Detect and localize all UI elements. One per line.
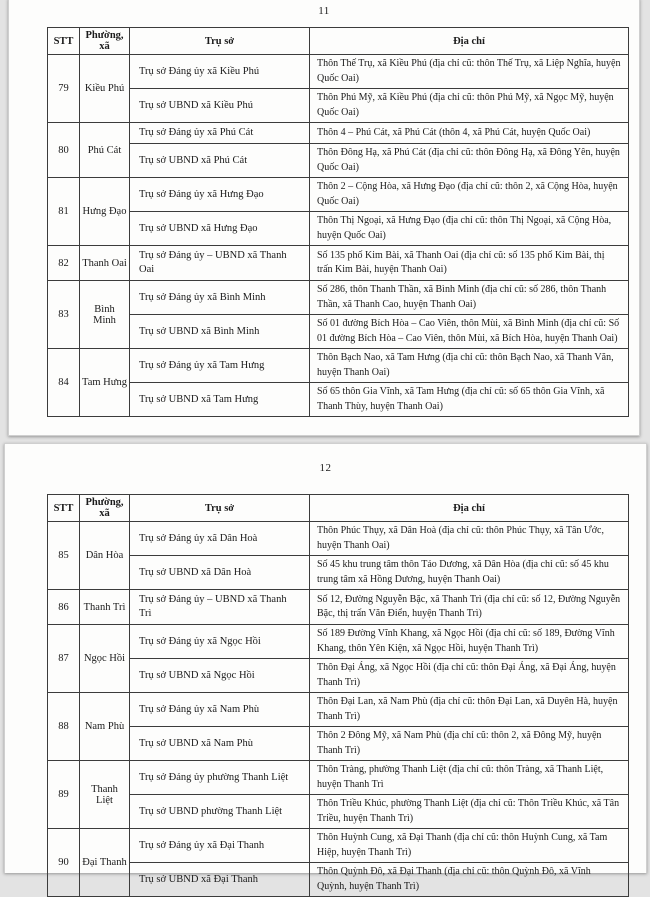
stt-cell: 80	[48, 123, 80, 178]
table-header-row	[48, 495, 629, 522]
table-row	[48, 727, 629, 761]
office-cell: Trụ sở UBND xã Phú Cát	[130, 144, 310, 178]
column-header-2: Trụ sở	[130, 28, 310, 55]
table-row	[48, 590, 629, 625]
address-cell: Số 286, thôn Thanh Thần, xã Bình Minh (địa chỉ cũ: số 286, thôn Thanh Thần, xã Thanh Cao, huyện Thanh Oai)	[310, 281, 629, 315]
address-cell: Thôn 4 – Phú Cát, xã Phú Cát (thôn 4, xã Phú Cát, huyện Quốc Oai)	[310, 123, 629, 144]
stt-cell: 81	[48, 178, 80, 246]
address-cell: Số 135 phố Kim Bài, xã Thanh Oai (địa chỉ cũ: số 135 phố Kim Bài, thị trấn Kim Bài, huyện Thanh Oai)	[310, 246, 629, 281]
address-cell: Thôn Bạch Nao, xã Tam Hưng (địa chỉ cũ: thôn Bạch Nao, xã Thanh Văn, huyện Thanh Oai)	[310, 349, 629, 383]
office-cell: Trụ sở Đảng ủy xã Kiều Phú	[130, 55, 310, 89]
address-cell: Số 189 Đường Vĩnh Khang, xã Ngọc Hồi (địa chỉ cũ: số 189, Đường Vĩnh Khang, thôn Yên Kiện, xã Ngọc Hồi, huyện Thanh Trì)	[310, 625, 629, 659]
table-row	[48, 761, 629, 795]
office-cell: Trụ sở Đảng ủy xã Đại Thanh	[130, 829, 310, 863]
table-row	[48, 522, 629, 556]
address-cell: Thôn Quỳnh Đô, xã Đại Thanh (địa chỉ cũ: thôn Quỳnh Đô, xã Vĩnh Quỳnh, huyện Thanh Trì)	[310, 863, 629, 897]
column-header-1: Phường, xã	[80, 28, 130, 55]
table-row	[48, 89, 629, 123]
table-row	[48, 383, 629, 417]
ward-cell: Tam Hưng	[80, 349, 130, 417]
address-cell: Thôn Huỳnh Cung, xã Đại Thanh (địa chỉ cũ: thôn Huỳnh Cung, xã Tam Hiệp, huyện Thanh Trì)	[310, 829, 629, 863]
column-header-0: STT	[48, 28, 80, 55]
table-row	[48, 349, 629, 383]
address-cell: Thôn 2 – Cộng Hòa, xã Hưng Đạo (địa chỉ cũ: thôn 2, xã Cộng Hòa, huyện Quốc Oai)	[310, 178, 629, 212]
address-cell: Số 12, Đường Nguyễn Bặc, xã Thanh Trì (địa chỉ cũ: số 12, Đường Nguyễn Bặc, thị trấn Văn Điển, huyện Thanh Trì)	[310, 590, 629, 625]
page-number: 11	[318, 5, 330, 17]
table-row	[48, 246, 629, 281]
column-header-1: Phường, xã	[80, 495, 130, 522]
table-row	[48, 795, 629, 829]
address-cell: Thôn Thị Ngoại, xã Hưng Đạo (địa chỉ cũ: thôn Thị Ngoại, xã Cộng Hòa, huyện Quốc Oai)	[310, 212, 629, 246]
stt-cell: 85	[48, 522, 80, 590]
address-cell: Thôn 2 Đông Mỹ, xã Nam Phù (địa chỉ cũ: thôn 2, xã Đông Mỹ, huyện Thanh Trì)	[310, 727, 629, 761]
office-cell: Trụ sở Đảng ủy – UBND xã Thanh Trì	[130, 590, 310, 625]
document-page-11	[8, 0, 640, 436]
office-cell: Trụ sở UBND xã Ngọc Hồi	[130, 659, 310, 693]
office-cell: Trụ sở UBND phường Thanh Liệt	[130, 795, 310, 829]
office-cell: Trụ sở Đảng ủy xã Phú Cát	[130, 123, 310, 144]
table-row	[48, 123, 629, 144]
ward-cell: Ngọc Hồi	[80, 625, 130, 693]
stt-cell: 88	[48, 693, 80, 761]
office-cell: Trụ sở UBND xã Nam Phù	[130, 727, 310, 761]
office-cell: Trụ sở UBND xã Hưng Đạo	[130, 212, 310, 246]
table-row	[48, 693, 629, 727]
ward-cell: Phú Cát	[80, 123, 130, 178]
table-row	[48, 55, 629, 89]
table-row	[48, 281, 629, 315]
office-cell: Trụ sở Đảng ủy xã Tam Hưng	[130, 349, 310, 383]
ward-offices-table	[47, 494, 629, 897]
stt-cell: 90	[48, 829, 80, 897]
table-row	[48, 144, 629, 178]
stt-cell: 82	[48, 246, 80, 281]
stt-cell: 84	[48, 349, 80, 417]
address-cell: Số 65 thôn Gia Vĩnh, xã Tam Hưng (địa chỉ cũ: số 65 thôn Gia Vĩnh, xã Thanh Thùy, huyện Thanh Oai)	[310, 383, 629, 417]
table-row	[48, 178, 629, 212]
table-row	[48, 863, 629, 897]
address-cell: Thôn Đại Lan, xã Nam Phù (địa chỉ cũ: thôn Đại Lan, xã Duyên Hà, huyện Thanh Trì)	[310, 693, 629, 727]
office-cell: Trụ sở UBND xã Kiều Phú	[130, 89, 310, 123]
ward-cell: Thanh Oai	[80, 246, 130, 281]
office-cell: Trụ sở Đảng ủy xã Nam Phù	[130, 693, 310, 727]
stt-cell: 87	[48, 625, 80, 693]
office-cell: Trụ sở UBND xã Bình Minh	[130, 315, 310, 349]
table-row	[48, 625, 629, 659]
office-cell: Trụ sở UBND xã Dân Hoà	[130, 556, 310, 590]
page-number: 12	[319, 462, 332, 474]
table-row	[48, 556, 629, 590]
stt-cell: 86	[48, 590, 80, 625]
address-cell: Thôn Tràng, phường Thanh Liệt (địa chỉ cũ: thôn Tràng, xã Thanh Liệt, huyện Thanh Trì	[310, 761, 629, 795]
table-row	[48, 212, 629, 246]
ward-offices-table	[47, 27, 629, 417]
address-cell: Thôn Triều Khúc, phường Thanh Liệt (địa chỉ cũ: Thôn Triều Khúc, xã Tân Triều, huyện Thanh Trì)	[310, 795, 629, 829]
office-cell: Trụ sở UBND xã Tam Hưng	[130, 383, 310, 417]
column-header-0: STT	[48, 495, 80, 522]
column-header-3: Địa chỉ	[310, 28, 629, 55]
address-cell: Thôn Thế Trụ, xã Kiều Phú (địa chỉ cũ: thôn Thế Trụ, xã Liệp Nghĩa, huyện Quốc Oai)	[310, 55, 629, 89]
address-cell: Thôn Phú Mỹ, xã Kiều Phú (địa chỉ cũ: thôn Phú Mỹ, xã Ngọc Mỹ, huyện Quốc Oai)	[310, 89, 629, 123]
column-header-2: Trụ sở	[130, 495, 310, 522]
ward-cell: Kiều Phú	[80, 55, 130, 123]
address-cell: Thôn Đại Áng, xã Ngọc Hồi (địa chỉ cũ: thôn Đại Áng, xã Đại Áng, huyện Thanh Trì)	[310, 659, 629, 693]
office-cell: Trụ sở Đảng ủy phường Thanh Liệt	[130, 761, 310, 795]
ward-cell: Thanh Liệt	[80, 761, 130, 829]
ward-cell: Dân Hòa	[80, 522, 130, 590]
ward-cell: Đại Thanh	[80, 829, 130, 897]
document-page-12	[4, 443, 647, 892]
office-cell: Trụ sở Đảng ủy xã Ngọc Hồi	[130, 625, 310, 659]
table-row	[48, 659, 629, 693]
office-cell: Trụ sở UBND xã Đại Thanh	[130, 863, 310, 897]
office-cell: Trụ sở Đảng ủy – UBND xã Thanh Oai	[130, 246, 310, 281]
stt-cell: 83	[48, 281, 80, 349]
address-cell: Số 45 khu trung tâm thôn Tảo Dương, xã Dân Hòa (địa chỉ cũ: số 45 khu trung tâm xã Hồng Dương, huyện Thanh Oai)	[310, 556, 629, 590]
ward-cell: Thanh Trì	[80, 590, 130, 625]
table-row	[48, 829, 629, 863]
table-header-row	[48, 28, 629, 55]
ward-cell: Nam Phù	[80, 693, 130, 761]
ward-cell: Hưng Đạo	[80, 178, 130, 246]
address-cell: Số 01 đường Bích Hòa – Cao Viên, thôn Mùi, xã Bình Minh (địa chỉ cũ: Số 01 đường Bích Hòa – Cao Viên, thôn Mùi, xã Bích Hòa, huyện Thanh Oai)	[310, 315, 629, 349]
address-cell: Thôn Phúc Thụy, xã Dân Hoà (địa chỉ cũ: thôn Phúc Thụy, xã Tân Ước, huyện Thanh Oai)	[310, 522, 629, 556]
office-cell: Trụ sở Đảng ủy xã Dân Hoà	[130, 522, 310, 556]
table-row	[48, 315, 629, 349]
column-header-3: Địa chỉ	[310, 495, 629, 522]
stt-cell: 79	[48, 55, 80, 123]
stt-cell: 89	[48, 761, 80, 829]
ward-cell: Bình Minh	[80, 281, 130, 349]
office-cell: Trụ sở Đảng ủy xã Bình Minh	[130, 281, 310, 315]
address-cell: Thôn Đông Hạ, xã Phú Cát (địa chỉ cũ: thôn Đông Hạ, xã Đông Yên, huyện Quốc Oai)	[310, 144, 629, 178]
office-cell: Trụ sở Đảng ủy xã Hưng Đạo	[130, 178, 310, 212]
